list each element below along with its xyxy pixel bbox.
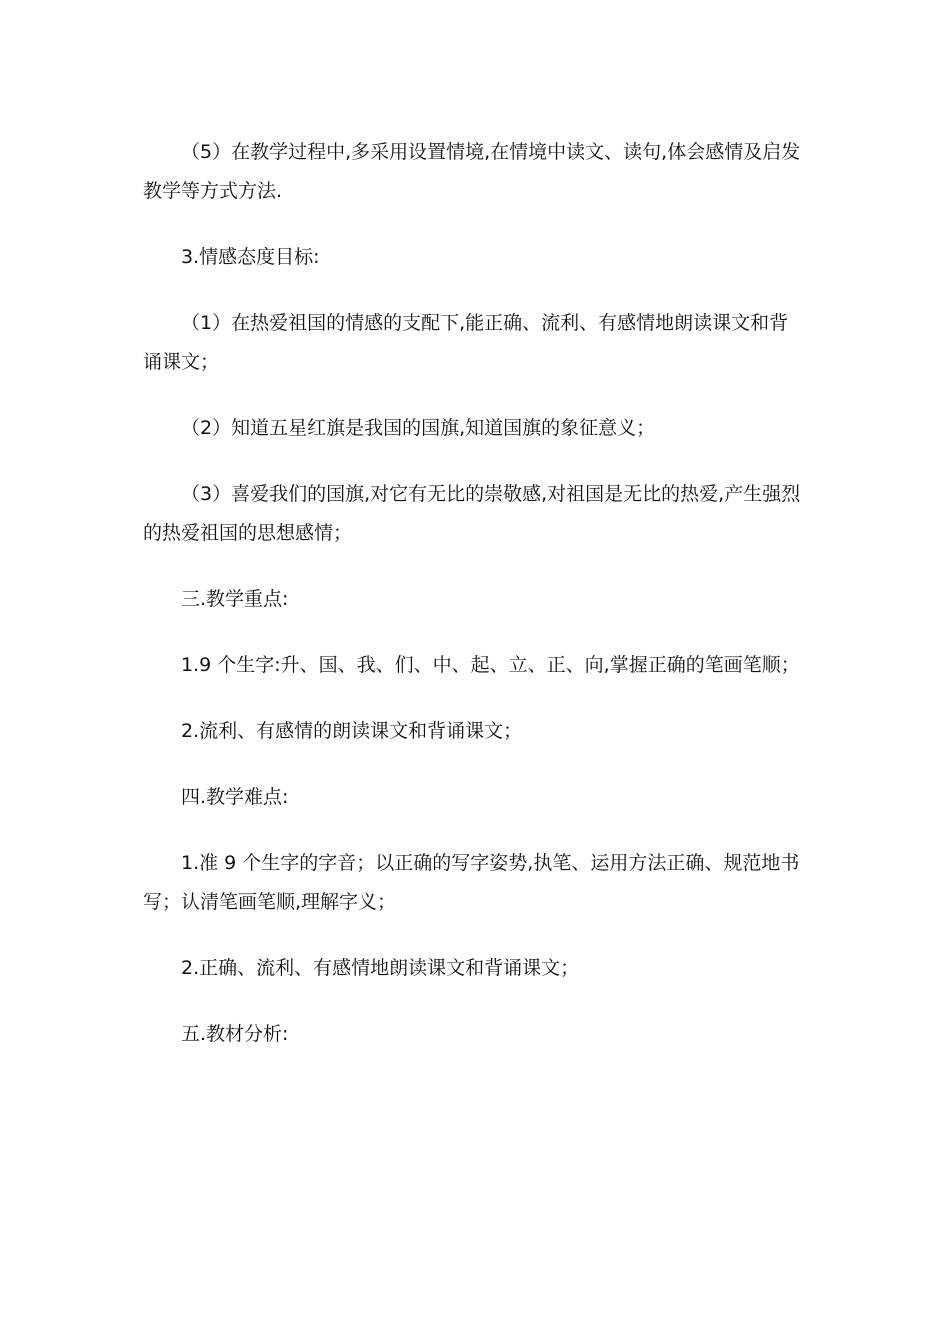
document-body — [143, 133, 807, 1054]
paragraph-key-point-2: 2.流利、有感情的朗读课文和背诵课文； — [181, 720, 523, 742]
heading-textbook-analysis: 五.教材分析: — [181, 1023, 289, 1045]
paragraph-key-point-1: 1.9 个生字:升、国、我、们、中、起、立、正、向,掌握正确的笔画笔顺； — [181, 654, 800, 676]
paragraph-difficulty-1: 1.准 9 个生字的字音；以正确的写字姿势,执笔、运用方法正确、规范地书写；认清笔画笔顺,理解字义； — [143, 852, 800, 913]
heading-teaching-difficulties: 四.教学难点: — [181, 786, 289, 808]
paragraph-emotional-goal-3: （3）喜爱我们的国旗,对它有无比的崇敬感,对祖国是无比的热爱,产生强烈的热爱祖国的思想感情； — [143, 483, 801, 544]
paragraph-emotional-goal-2: （2）知道五星红旗是我国的国旗,知道国旗的象征意义； — [181, 417, 656, 439]
paragraph-difficulty-2: 2.正确、流利、有感情地朗读课文和背诵课文； — [181, 957, 580, 979]
heading-emotional-attitude-goals: 3.情感态度目标: — [181, 246, 320, 268]
heading-teaching-key-points: 三.教学重点: — [181, 588, 289, 610]
paragraph-teaching-methods-5: （5）在教学过程中,多采用设置情境,在情境中读文、读句,体会感情及启发教学等方式方法. — [143, 141, 801, 202]
paragraph-emotional-goal-1: （1）在热爱祖国的情感的支配下,能正确、流利、有感情地朗读课文和背诵课文； — [143, 312, 789, 373]
